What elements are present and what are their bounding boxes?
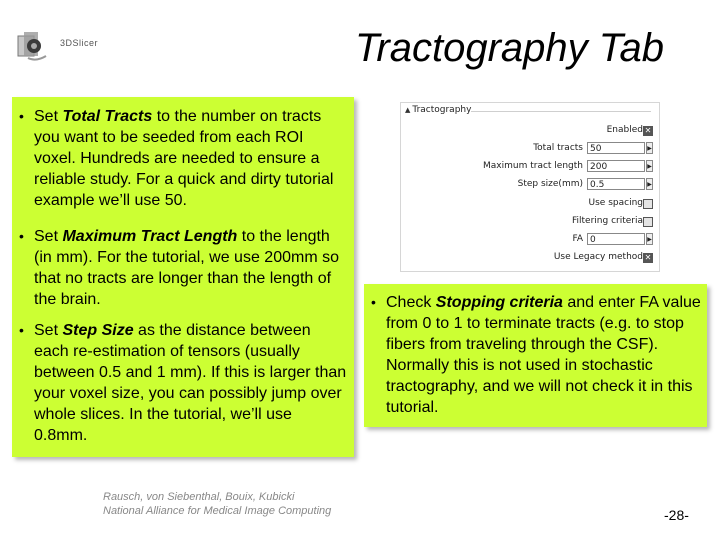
tractography-section-header[interactable]: [405, 105, 471, 117]
fa-field[interactable]: 0: [587, 233, 645, 245]
step-size-spin-icon[interactable]: ▶: [646, 178, 653, 190]
bullet-max-tract-length: • Set Maximum Tract Length to the length (in mm). For the tutorial, we use 200mm so that no tracts are longer than the length of the brain.: [12, 226, 348, 310]
page-number: -28-: [664, 507, 689, 523]
enabled-label: Enabled: [606, 125, 643, 135]
legacy-method-checkbox[interactable]: ✕: [644, 253, 652, 262]
section-divider: [471, 111, 651, 112]
max-tract-length-label: Maximum tract length: [483, 161, 583, 171]
row-step-size: [405, 178, 655, 192]
slide-title: Tractography Tab: [354, 26, 664, 70]
filtering-criteria-label: Filtering criteria: [572, 216, 643, 226]
max-tract-length-field[interactable]: 200: [587, 160, 645, 172]
footer-org-line: National Alliance for Medical Image Computing: [103, 505, 332, 517]
row-filtering-criteria: [405, 215, 655, 229]
bullet-step-size: • Set Step Size as the distance between each re-estimation of tensors (usually between 0.5 and 1 mm). If this is larger than your voxel size, you can possibly jump over whole slices. In the tutorial, we’ll use 0.8mm.: [12, 320, 348, 446]
slicer-logo-icon: [14, 28, 54, 64]
fa-spin-icon[interactable]: ▶: [646, 233, 653, 245]
row-enabled: [405, 124, 655, 138]
step-size-label: Step size(mm): [517, 179, 583, 189]
emphasis-step-size: Step Size: [62, 322, 134, 339]
collapse-triangle-icon[interactable]: ▲: [405, 106, 411, 114]
left-instructions-panel: [12, 97, 354, 457]
right-instructions-panel: [364, 284, 707, 427]
max-tract-length-spin-icon[interactable]: ▶: [646, 160, 653, 172]
footer-authors-line: Rausch, von Siebenthal, Bouix, Kubicki: [103, 491, 295, 503]
emphasis-max-tract-length: Maximum Tract Length: [62, 228, 238, 245]
filtering-criteria-checkbox[interactable]: [643, 217, 653, 227]
emphasis-total-tracts: Total Tracts: [62, 108, 153, 125]
total-tracts-spin-icon[interactable]: ▶: [646, 142, 653, 154]
section-title: Tractography: [412, 105, 472, 115]
legacy-method-label: Use Legacy method: [553, 252, 643, 262]
footer-credits: [103, 490, 331, 518]
emphasis-stopping-criteria: Stopping criteria: [435, 294, 563, 311]
fa-label: FA: [572, 234, 583, 244]
row-total-tracts: [405, 142, 655, 156]
logo-text: 3DSlicer: [60, 38, 99, 48]
row-max-tract-length: [405, 160, 655, 174]
use-spacing-label: Use spacing: [588, 198, 643, 208]
step-size-field[interactable]: 0.5: [587, 178, 645, 190]
bullet-total-tracts: • Set Total Tracts to the number on tracts you want to be seeded from each ROI voxel. Hundreds are needed to ensure a reliable study. For a quick and dirty tutorial example we’ll use 50.: [12, 106, 348, 211]
row-legacy-method: [405, 251, 655, 265]
enabled-checkbox[interactable]: ✕: [644, 126, 652, 135]
use-spacing-checkbox[interactable]: [643, 199, 653, 209]
tractography-panel-screenshot: [400, 102, 660, 272]
slicer-logo: [10, 26, 110, 66]
row-fa: [405, 233, 655, 247]
row-use-spacing: [405, 197, 655, 211]
total-tracts-field[interactable]: 50: [587, 142, 645, 154]
total-tracts-label: Total tracts: [533, 143, 583, 153]
bullet-stopping-criteria: • Check Stopping criteria and enter FA value from 0 to 1 to terminate tracts (e.g. to stop fibers from traveling through the CSF). Normally this is not used in stochastic tractography, and we will not check it in this tutorial.: [364, 292, 702, 418]
